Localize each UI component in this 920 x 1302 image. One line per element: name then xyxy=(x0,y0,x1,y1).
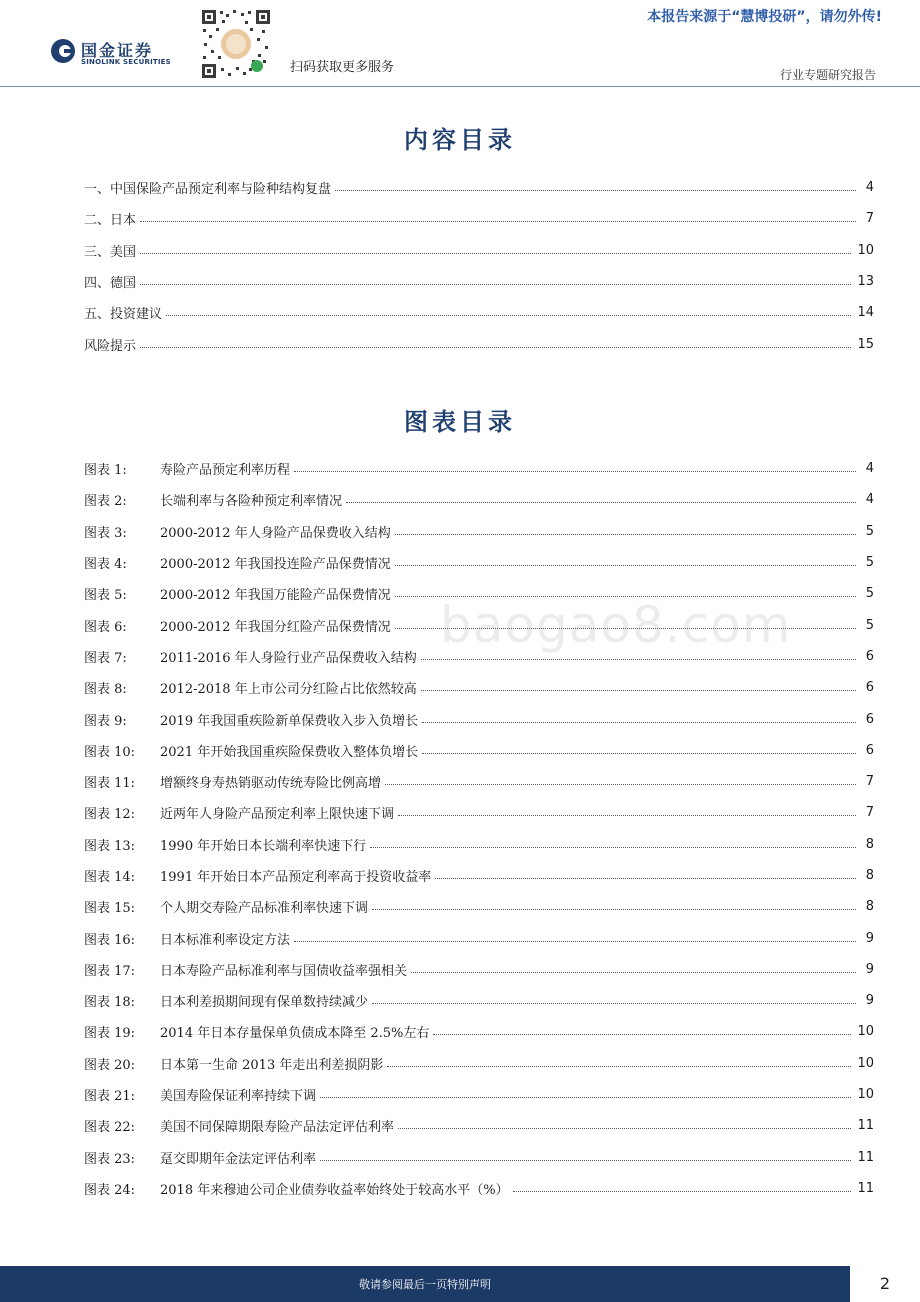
figure-page: 9 xyxy=(865,961,874,977)
figure-page: 10 xyxy=(857,1087,874,1103)
dot-leader xyxy=(140,347,851,348)
figure-page: 7 xyxy=(865,774,874,790)
figure-entry[interactable] xyxy=(84,985,874,1016)
figure-number: 图表 4: xyxy=(84,557,127,573)
figure-entry[interactable] xyxy=(84,922,874,953)
company-logo xyxy=(50,36,185,72)
dot-leader xyxy=(398,1128,851,1129)
figure-label: 2011-2016 年人身险行业产品保费收入结构 xyxy=(160,650,417,666)
figure-number: 图表 18: xyxy=(84,995,136,1011)
figure-label: 美国不同保障期限寿险产品法定评估利率 xyxy=(160,1120,395,1136)
dot-leader xyxy=(435,878,856,879)
figure-entry[interactable] xyxy=(84,860,874,891)
figure-number: 图表 6: xyxy=(84,619,127,635)
toc-entry[interactable] xyxy=(84,203,874,234)
header-divider xyxy=(0,86,920,87)
toc-entry-page: 7 xyxy=(865,211,874,227)
figure-number: 图表 23: xyxy=(84,1151,136,1167)
dot-leader xyxy=(370,847,856,848)
qr-code-icon[interactable] xyxy=(200,8,272,80)
figure-entry[interactable] xyxy=(84,1142,874,1173)
dot-leader xyxy=(398,815,856,816)
dot-leader xyxy=(421,659,856,660)
figure-page: 10 xyxy=(857,1024,874,1040)
figure-entry[interactable] xyxy=(84,891,874,922)
toc-entry-page: 14 xyxy=(857,305,874,321)
watermark: baogao8.com xyxy=(440,596,792,654)
figure-label: 2000-2012 年我国万能险产品保费情况 xyxy=(160,588,391,604)
figure-label: 2000-2012 年人身险产品保费收入结构 xyxy=(160,525,391,541)
figure-label: 个人期交寿险产品标准利率快速下调 xyxy=(160,901,369,917)
dot-leader xyxy=(513,1191,852,1192)
toc-entry[interactable] xyxy=(84,235,874,266)
toc-entry-page: 13 xyxy=(857,274,874,290)
figure-page: 8 xyxy=(865,899,874,915)
dot-leader xyxy=(372,909,856,910)
figure-entry[interactable] xyxy=(84,703,874,734)
toc-entry-page: 4 xyxy=(865,180,874,196)
dot-leader xyxy=(166,315,851,316)
dot-leader xyxy=(422,722,856,723)
dot-leader xyxy=(140,253,851,254)
contents-title: 内容目录 xyxy=(404,125,516,154)
figure-entry[interactable] xyxy=(84,735,874,766)
figure-entry[interactable] xyxy=(84,484,874,515)
figure-entry[interactable] xyxy=(84,1110,874,1141)
toc-entry[interactable] xyxy=(84,297,874,328)
figure-page: 5 xyxy=(865,586,874,602)
figure-label: 1991 年开始日本产品预定利率高于投资收益率 xyxy=(160,870,432,885)
figure-page: 8 xyxy=(865,868,874,883)
figure-number: 图表 24: xyxy=(84,1182,136,1198)
figure-number: 图表 3: xyxy=(84,525,127,541)
figure-number: 图表 17: xyxy=(84,963,136,979)
toc-entry-page: 15 xyxy=(857,336,874,352)
dot-leader xyxy=(433,1034,851,1035)
dot-leader xyxy=(140,284,851,285)
toc-entry-label: 五、投资建议 xyxy=(84,307,163,323)
figure-number: 图表 1: xyxy=(84,463,127,479)
figure-label: 趸交即期年金法定评估利率 xyxy=(160,1151,317,1167)
figure-number: 图表 15: xyxy=(84,901,136,917)
figure-label: 日本标准利率设定方法 xyxy=(160,932,291,948)
figure-number: 图表 8: xyxy=(84,682,127,698)
figure-page: 11 xyxy=(857,1149,874,1165)
page-header xyxy=(0,0,920,88)
dot-leader xyxy=(140,221,856,222)
dot-leader xyxy=(294,471,856,472)
dot-leader xyxy=(387,1066,851,1067)
toc-entry-label: 二、日本 xyxy=(84,213,137,229)
dot-leader xyxy=(320,1097,851,1098)
figure-page: 5 xyxy=(865,617,874,633)
dot-leader xyxy=(395,565,856,566)
figure-label: 2000-2012 年我国分红险产品保费情况 xyxy=(160,619,391,635)
figure-label: 2019 年我国重疾险新单保费收入步入负增长 xyxy=(160,713,419,729)
figure-label: 日本利差损期间现有保单数持续减少 xyxy=(160,995,369,1011)
figure-entry[interactable] xyxy=(84,1016,874,1047)
figure-label: 2000-2012 年我国投连险产品保费情况 xyxy=(160,557,391,573)
figure-page: 6 xyxy=(865,648,874,664)
figure-entry[interactable] xyxy=(84,954,874,985)
figure-page: 9 xyxy=(865,930,874,946)
dot-leader xyxy=(422,753,856,754)
figure-page: 6 xyxy=(865,742,874,758)
figure-number: 图表 20: xyxy=(84,1057,136,1073)
figure-number: 图表 16: xyxy=(84,932,136,948)
dot-leader xyxy=(372,1003,856,1004)
figure-entry[interactable] xyxy=(84,1079,874,1110)
dot-leader xyxy=(335,190,856,191)
figure-number: 图表 9: xyxy=(84,713,127,729)
source-note: 本报告来源于“慧博投研”，请勿外传! xyxy=(647,9,882,25)
figure-number: 图表 21: xyxy=(84,1089,136,1105)
contents-list xyxy=(84,172,874,360)
figure-label: 2012-2018 年上市公司分红险占比依然较高 xyxy=(160,682,417,698)
figure-number: 图表 12: xyxy=(84,807,136,823)
figure-label: 寿险产品预定利率历程 xyxy=(160,463,291,479)
figure-number: 图表 5: xyxy=(84,588,127,604)
toc-entry-label: 三、美国 xyxy=(84,244,137,260)
figure-number: 图表 14: xyxy=(84,870,136,885)
company-name-cn: 国金证券 xyxy=(81,41,154,60)
report-type-label: 行业专题研究报告 xyxy=(779,68,876,82)
figure-number: 图表 7: xyxy=(84,650,127,666)
toc-entry[interactable] xyxy=(84,328,874,359)
figure-number: 图表 11: xyxy=(84,776,136,792)
figure-entry[interactable] xyxy=(84,516,874,547)
footer-disclaimer: 敬请参阅最后一页特别声明 xyxy=(359,1278,491,1291)
figure-label: 增额终身寿热销驱动传统寿险比例高增 xyxy=(160,776,382,792)
dot-leader xyxy=(294,941,856,942)
figure-label: 日本寿险产品标准利率与国债收益率强相关 xyxy=(160,963,408,979)
figures-title: 图表目录 xyxy=(404,407,516,436)
dot-leader xyxy=(421,690,856,691)
figure-page: 4 xyxy=(865,492,874,508)
figure-page: 5 xyxy=(865,555,874,571)
sinolink-logo-icon xyxy=(50,38,76,64)
figure-entry[interactable] xyxy=(84,1173,874,1204)
figure-entry[interactable] xyxy=(84,1048,874,1079)
figure-page: 8 xyxy=(865,836,874,852)
figure-entry[interactable] xyxy=(84,453,874,484)
figure-entry[interactable] xyxy=(84,547,874,578)
figure-page: 4 xyxy=(865,461,874,477)
figure-entry[interactable] xyxy=(84,829,874,860)
figure-page: 10 xyxy=(857,1055,874,1071)
figure-number: 图表 19: xyxy=(84,1026,136,1042)
figure-label: 2014 年日本存量保单负债成本降至 2.5%左右 xyxy=(160,1026,430,1042)
figures-list xyxy=(84,453,874,1204)
dot-leader xyxy=(346,502,856,503)
figure-page: 11 xyxy=(857,1118,874,1134)
figure-entry[interactable] xyxy=(84,672,874,703)
scan-for-service-text: 扫码获取更多服务 xyxy=(290,60,395,75)
figure-page: 7 xyxy=(865,805,874,821)
figure-label: 日本第一生命 2013 年走出利差损阴影 xyxy=(160,1057,384,1073)
figure-label: 美国寿险保证利率持续下调 xyxy=(160,1089,317,1105)
figure-page: 11 xyxy=(857,1180,874,1196)
toc-entry[interactable] xyxy=(84,172,874,203)
figure-label: 长端利率与各险种预定利率情况 xyxy=(160,494,343,510)
figure-entry[interactable] xyxy=(84,797,874,828)
dot-leader xyxy=(385,784,856,785)
figure-page: 9 xyxy=(865,993,874,1009)
toc-entry[interactable] xyxy=(84,266,874,297)
figure-label: 2021 年开始我国重疾险保费收入整体负增长 xyxy=(160,744,419,760)
dot-leader xyxy=(411,972,856,973)
figure-number: 图表 22: xyxy=(84,1120,136,1136)
toc-entry-label: 一、中国保险产品预定利率与险种结构复盘 xyxy=(84,182,332,198)
toc-entry-label: 四、德国 xyxy=(84,276,137,292)
figure-page: 6 xyxy=(865,711,874,727)
toc-entry-label: 风险提示 xyxy=(84,338,137,354)
page-number: 2 xyxy=(850,1266,920,1302)
figure-page: 5 xyxy=(865,523,874,539)
figure-label: 2018 年来穆迪公司企业债券收益率始终处于较高水平（%） xyxy=(160,1182,509,1198)
dot-leader xyxy=(320,1160,851,1161)
figure-entry[interactable] xyxy=(84,766,874,797)
figure-number: 图表 10: xyxy=(84,744,136,760)
figure-number: 图表 2: xyxy=(84,494,127,510)
company-name-en: SINOLINK SECURITIES xyxy=(81,58,171,66)
figure-label: 1990 年开始日本长端利率快速下行 xyxy=(160,838,367,854)
figure-page: 6 xyxy=(865,680,874,696)
figure-number: 图表 13: xyxy=(84,838,136,854)
figure-label: 近两年人身险产品预定利率上限快速下调 xyxy=(160,807,395,823)
dot-leader xyxy=(395,534,856,535)
toc-entry-page: 10 xyxy=(857,242,874,258)
